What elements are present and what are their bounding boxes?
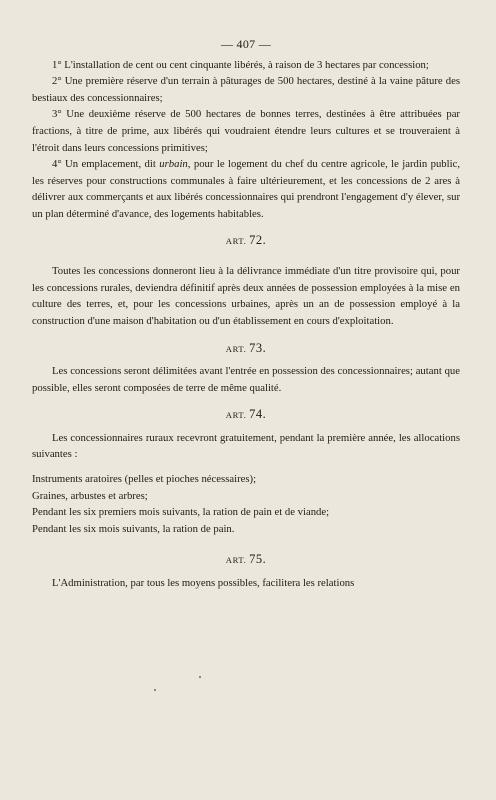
paragraph-item-2: 2° Une première réserve d'un terrain à pâturages de 500 hectares, destiné à la vaine pâture des bestiaux des concessionnaires; [32, 75, 460, 104]
article-text-74: Les concessionnaires ruraux recevront gratuitement, pendant la première année, les allocations suivantes : [32, 431, 460, 461]
article-number: 75. [249, 552, 267, 567]
article-text-75: L'Administration, par tous les moyens possibles, facilitera les relations [52, 577, 355, 590]
article-heading-73 [32, 340, 460, 358]
allocation-item: Graines, arbustes et arbres; [32, 489, 148, 502]
paper-speck [154, 689, 156, 691]
article-heading-74 [32, 406, 460, 424]
italic-term: urbain [159, 158, 188, 171]
paragraph-item-3: 3° Une deuxième réserve de 500 hectares de bonnes terres, destinées à être attribuées par fractions, à titre de prime, aux libérés qui voudraient étendre leurs cultures et se trouveraient à l'étroit dans leurs concessions primitives; [32, 108, 460, 154]
page-content [32, 36, 460, 592]
article-number: 74. [249, 407, 267, 422]
paragraph-item-4-end: , pour le logement du chef du centre agricole, le jardin public, les réserves pour constructions communales à faire ultérieurement, et les concessions de 2 ares à délivrer aux commerçants et aux libérés concessionnaires qui prendront l'engagement d'y élever, sur un plan déterminé d'avance, des logements habitables. [32, 158, 460, 220]
allocation-item: Instruments aratoires (pelles et pioches nécessaires); [32, 473, 257, 486]
paragraph-item-1: 1° L'installation de cent ou cent cinquante libérés, à raison de 3 hectares par concession; [52, 58, 429, 71]
spacer [32, 463, 460, 471]
paragraph-item-4-start: 4° Un emplacement, dit [52, 158, 160, 171]
article-text-73: Les concessions seront délimitées avant l'entrée en possession des concessionnaires; autant que possible, elles seront composées de terre de même qualité. [32, 365, 460, 394]
article-heading-72 [32, 232, 460, 250]
allocation-item: Pendant les six premiers mois suivants, la ration de pain et de viande; [32, 506, 330, 519]
page-number: — 407 — [220, 37, 272, 51]
article-number: 72. [249, 232, 267, 247]
article-text-72: Toutes les concessions donneront lieu à la délivrance immédiate d'un titre provisoire qui, pour les concessions rurales, deviendra définitif après deux années de possession employées à la mise en culture des terres, et, pour les concessions urbaines, après un an de possession employé à la construction d'une maison d'habitation ou d'un établissement en cours d'exploitation. [32, 265, 460, 327]
article-prefix: ART. [225, 555, 247, 566]
article-prefix: ART. [225, 410, 247, 421]
paragraph-item-4 [32, 156, 460, 222]
article-prefix: ART. [225, 235, 247, 246]
article-prefix: ART. [225, 343, 247, 354]
allocation-item: Pendant les six mois suivants, la ration de pain. [32, 522, 235, 535]
paper-speck [199, 676, 201, 678]
article-heading-75 [32, 551, 460, 569]
article-number: 73. [249, 340, 267, 355]
